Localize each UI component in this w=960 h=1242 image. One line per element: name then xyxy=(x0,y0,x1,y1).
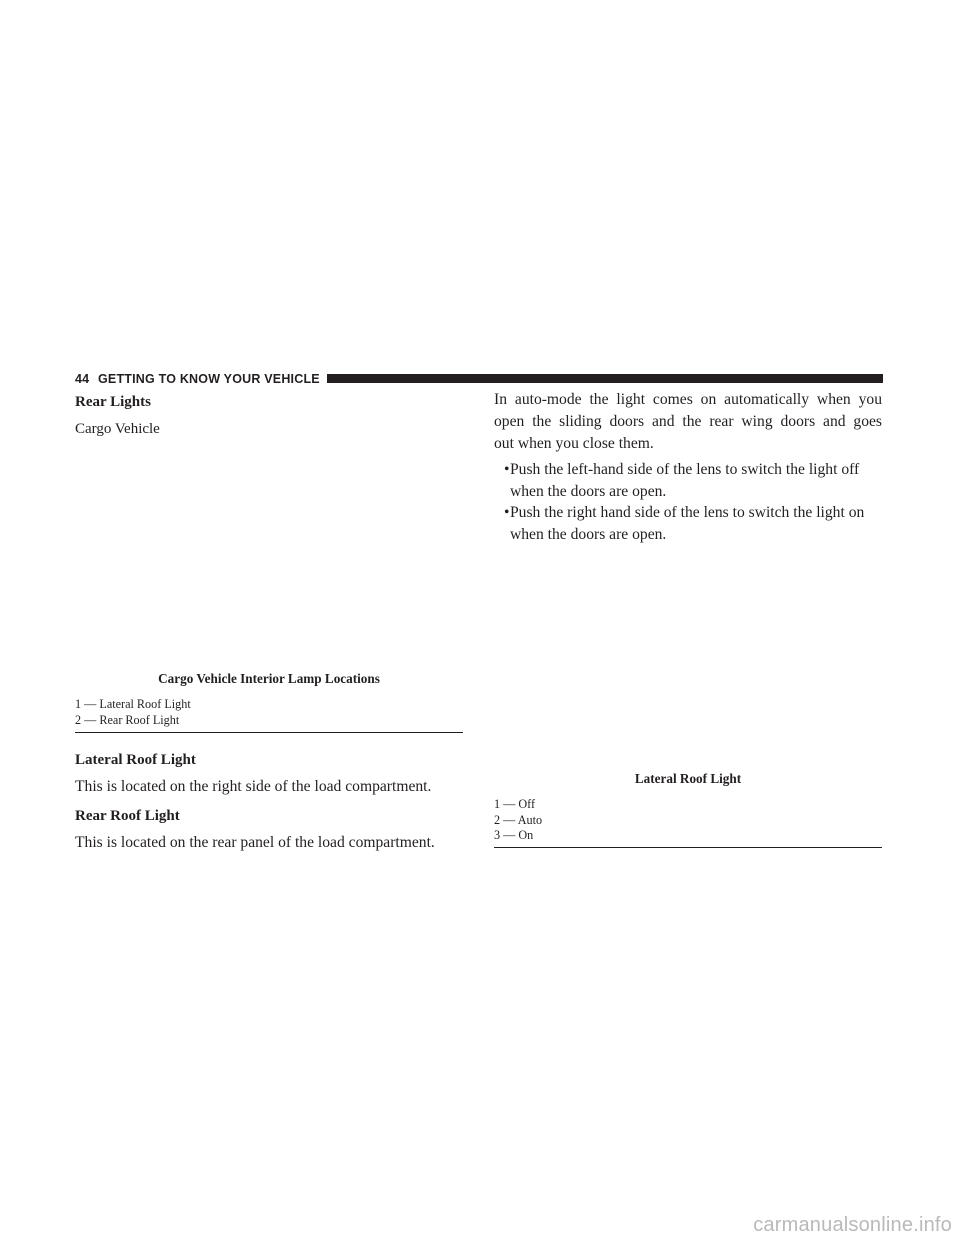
paragraph-rear-roof-light: This is located on the rear panel of the load compartment. xyxy=(75,834,435,851)
figure2-caption: Lateral Roof Light xyxy=(634,771,742,786)
paragraph-auto-mode-line: open the sliding doors and the rear wing doors and goes xyxy=(494,413,882,430)
figure-lateral-roof-light xyxy=(494,556,882,766)
bullet-marker: • xyxy=(504,461,510,478)
figure2-legend-item: 3 — On xyxy=(494,828,534,842)
bullet-marker: • xyxy=(504,504,510,521)
heading-cargo-vehicle: Cargo Vehicle xyxy=(75,421,160,437)
figure2-rule xyxy=(494,847,882,848)
bullet-item xyxy=(494,502,882,546)
paragraph-auto-mode-line: In auto-mode the light comes on automatically when you xyxy=(494,391,882,408)
page-number: 44 xyxy=(75,372,90,386)
watermark-text: carmanualsonline.info xyxy=(753,1214,952,1236)
heading-rear-lights: Rear Lights xyxy=(75,394,151,410)
figure2-legend-item: 1 — Off xyxy=(494,797,536,811)
bullet-text-line: when the doors are open. xyxy=(510,526,667,543)
bullet-item xyxy=(494,459,882,503)
heading-lateral-roof-light: Lateral Roof Light xyxy=(75,752,196,768)
figure1-legend-item: 1 — Lateral Roof Light xyxy=(75,697,191,711)
figure1-caption: Cargo Vehicle Interior Lamp Locations xyxy=(158,671,380,686)
bullet-text-line: Push the left-hand side of the lens to switch the light off xyxy=(510,461,860,478)
paragraph-auto-mode-line: out when you close them. xyxy=(494,435,654,452)
bullet-text-line: Push the right hand side of the lens to switch the light on xyxy=(510,504,865,521)
figure-cargo-vehicle-interior-lamps xyxy=(75,446,463,668)
figure2-legend-item: 2 — Auto xyxy=(494,813,543,827)
paragraph-lateral-roof-light: This is located on the right side of the load compartment. xyxy=(75,778,432,795)
page-header xyxy=(75,371,883,387)
heading-rear-roof-light: Rear Roof Light xyxy=(75,808,180,824)
figure1-legend-item: 2 — Rear Roof Light xyxy=(75,713,180,727)
section-title: GETTING TO KNOW YOUR VEHICLE xyxy=(98,372,320,386)
bullet-text-line: when the doors are open. xyxy=(510,483,667,500)
header-rule xyxy=(327,374,883,383)
figure1-rule xyxy=(75,732,463,733)
